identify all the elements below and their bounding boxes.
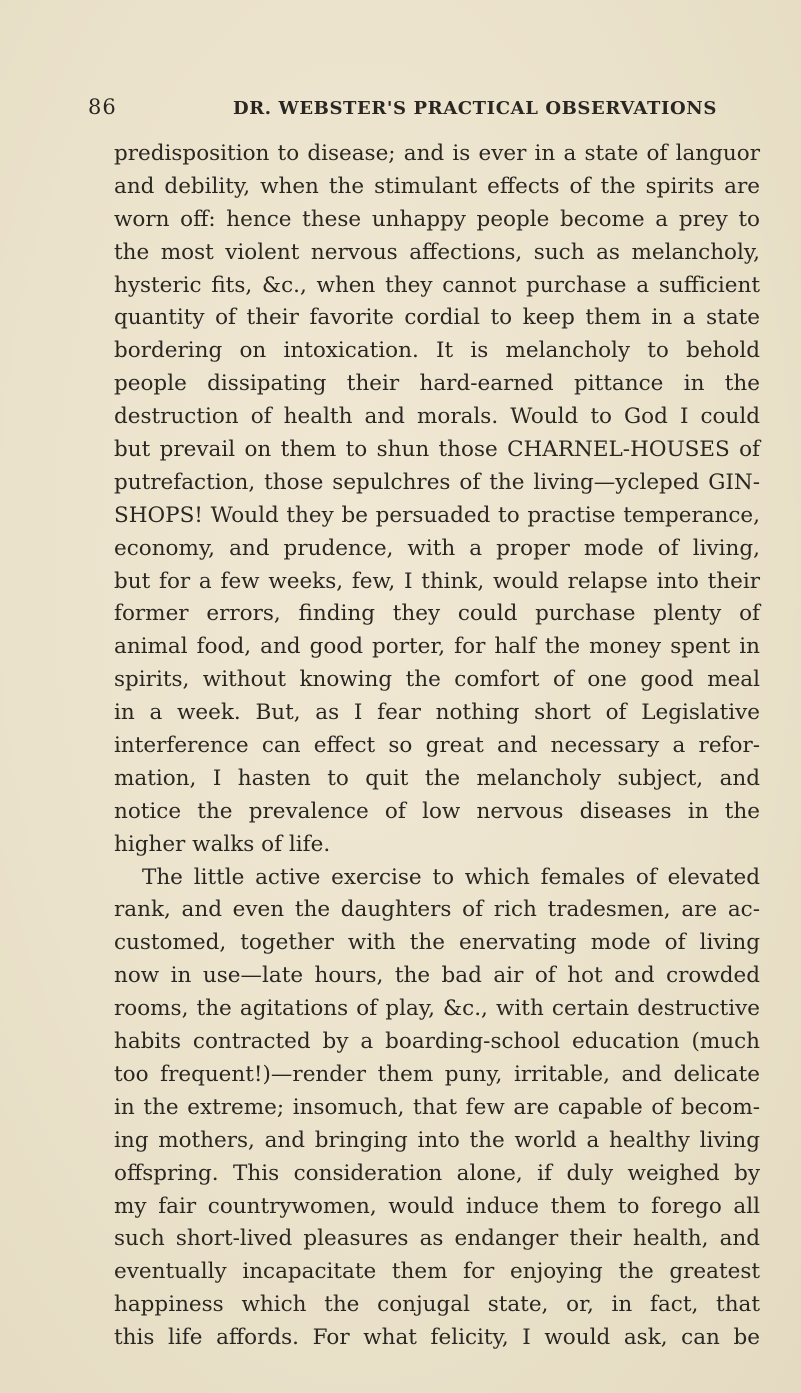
text-line: former errors, finding they could purchase plenty of — [114, 601, 760, 627]
text-line: hysteric fits, &c., when they cannot purchase a sufficient — [114, 272, 760, 298]
body-text — [114, 138, 760, 1355]
paragraph — [114, 862, 760, 1355]
text-line: the most violent nervous affections, such as melancholy, — [114, 239, 760, 265]
text-line: animal food, and good porter, for half the money spent in — [114, 634, 760, 660]
text-line: economy, and prudence, with a proper mode of living, — [114, 535, 760, 561]
text-line: but for a few weeks, few, I think, would relapse into their — [114, 568, 760, 594]
text-line: happiness which the conjugal state, or, in fact, that — [114, 1292, 760, 1318]
text-line: worn off: hence these unhappy people become a prey to — [114, 206, 760, 232]
page-header — [88, 95, 778, 125]
text-line: spirits, without knowing the comfort of one good meal — [114, 667, 760, 693]
text-line: quantity of their favorite cordial to keep them in a state — [114, 305, 760, 331]
text-line: mation, I hasten to quit the melancholy subject, and — [114, 765, 760, 791]
text-line: predisposition to disease; and is ever in a state of languor — [114, 141, 760, 166]
text-line: offspring. This consideration alone, if duly weighed by — [114, 1160, 760, 1186]
text-line: interference can effect so great and necessary a refor- — [114, 733, 760, 759]
text-line: The little active exercise to which females of elevated — [142, 864, 760, 890]
text-line: eventually incapacitate them for enjoying the greatest — [114, 1259, 760, 1285]
text-line: in a week. But, as I fear nothing short of Legislative — [114, 700, 760, 726]
text-line: in the extreme; insomuch, that few are capable of becom- — [114, 1094, 760, 1120]
text-line: but prevail on them to shun those CHARNEL-HOUSES of — [114, 437, 760, 463]
page-number: 86 — [88, 95, 117, 119]
text-line: my fair countrywomen, would induce them to forego all — [114, 1193, 760, 1219]
text-line: rank, and even the daughters of rich tradesmen, are ac- — [114, 897, 760, 923]
text-line: habits contracted by a boarding-school education (much — [114, 1029, 760, 1055]
text-line: customed, together with the enervating mode of living — [114, 930, 760, 956]
paragraph — [114, 138, 760, 862]
text-line: putrefaction, those sepulchres of the living—ycleped GIN- — [114, 469, 760, 495]
text-line: destruction of health and morals. Would to God I could — [114, 404, 760, 430]
running-head: DR. WEBSTER'S PRACTICAL OBSERVATIONS — [233, 98, 717, 119]
text-line: and debility, when the stimulant effects of the spirits are — [114, 173, 760, 199]
text-line: such short-lived pleasures as endanger their health, and — [114, 1226, 760, 1252]
text-line: rooms, the agitations of play, &c., with certain destructive — [114, 996, 760, 1022]
text-line: higher walks of life. — [114, 831, 331, 857]
text-line: SHOPS! Would they be persuaded to practise temperance, — [114, 502, 760, 528]
text-line: bordering on intoxication. It is melancholy to behold — [114, 338, 760, 364]
text-line: people dissipating their hard-earned pittance in the — [114, 371, 760, 397]
text-line: this life affords. For what felicity, I would ask, can be — [114, 1325, 760, 1351]
text-line: now in use—late hours, the bad air of hot and crowded — [114, 963, 760, 989]
text-line: ing mothers, and bringing into the world a healthy living — [114, 1127, 760, 1153]
text-line: notice the prevalence of low nervous diseases in the — [114, 798, 760, 824]
text-line: too frequent!)—render them puny, irritable, and delicate — [114, 1061, 760, 1087]
